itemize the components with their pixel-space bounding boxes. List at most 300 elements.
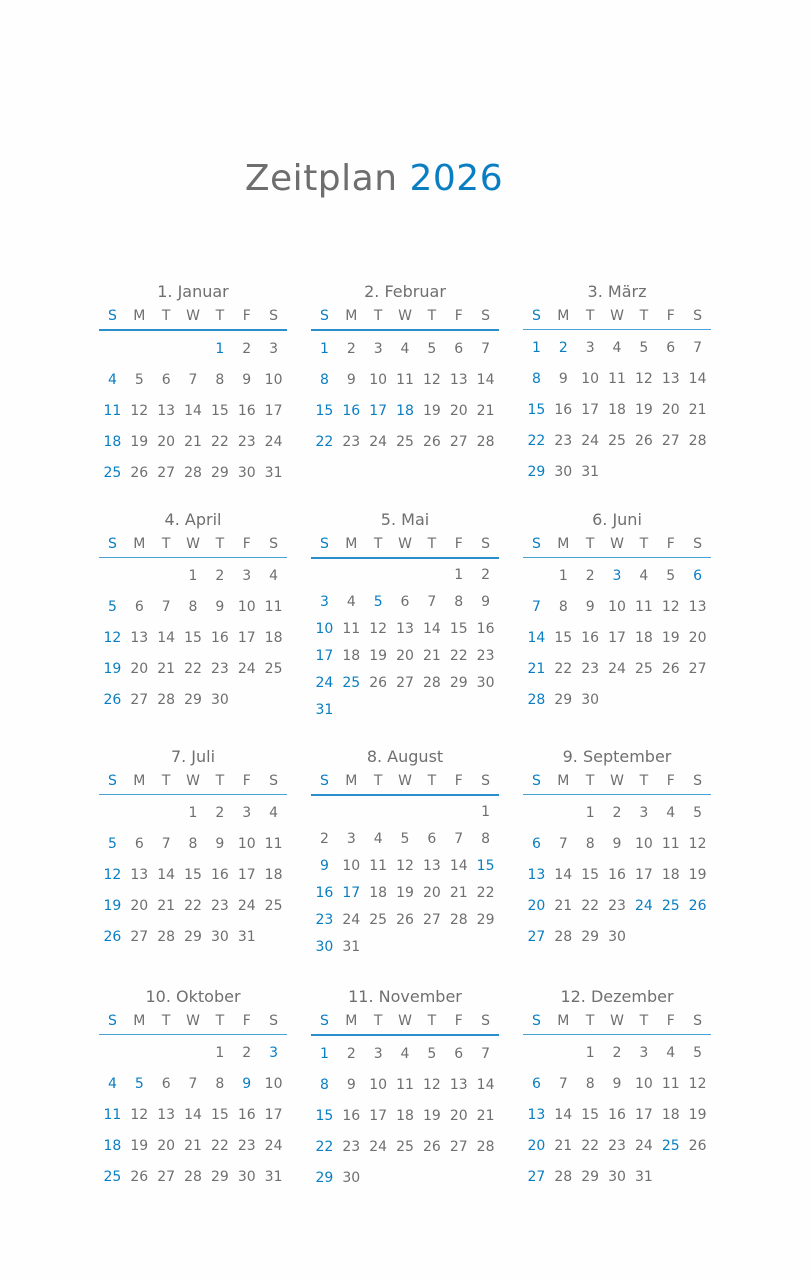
day-cell: 29 [449, 674, 468, 691]
day-grid [523, 560, 711, 715]
day-cell: 12 [130, 402, 149, 419]
day-cell: 18 [264, 866, 283, 883]
week-row [99, 684, 287, 715]
weekday-label: S [693, 536, 703, 552]
week-row [523, 622, 711, 653]
day-cell: 13 [157, 1106, 176, 1123]
day-cell: 7 [481, 1045, 491, 1062]
day-cell: 25 [264, 660, 283, 677]
week-row [523, 1068, 711, 1099]
month-name: 1. Januar [157, 282, 229, 301]
week-row [311, 561, 499, 588]
day-cell: 21 [688, 401, 707, 418]
week-row [99, 828, 287, 859]
weekday-label: T [215, 536, 225, 552]
weekday-label: W [610, 536, 624, 552]
weekday-label: W [610, 773, 624, 789]
day-grid [311, 1038, 499, 1193]
day-cell: 12 [688, 1075, 707, 1092]
weekday-label: T [427, 773, 437, 789]
day-cell: 5 [107, 598, 117, 615]
day-cell: 8 [558, 598, 568, 615]
day-cell: 15 [210, 402, 229, 419]
day-cell: 8 [481, 830, 491, 847]
day-cell: 2 [612, 1044, 622, 1061]
weekday-label: T [585, 773, 595, 789]
day-cell: 18 [103, 433, 122, 450]
week-row [99, 653, 287, 684]
month-name: 5. Mai [380, 510, 430, 529]
day-cell: 29 [581, 928, 600, 945]
day-cell: 4 [612, 339, 622, 356]
day-cell: 1 [558, 567, 568, 584]
weekday-label: T [215, 773, 225, 789]
day-cell: 24 [315, 674, 334, 691]
day-cell: 5 [107, 835, 117, 852]
day-cell: 19 [688, 866, 707, 883]
day-cell: 12 [422, 1076, 441, 1093]
day-cell: 19 [103, 897, 122, 914]
day-cell: 18 [396, 1107, 414, 1124]
weekday-label: W [398, 1013, 412, 1029]
weekday-label: T [585, 1013, 595, 1029]
day-cell: 3 [269, 340, 279, 357]
week-row [99, 591, 287, 622]
weekday-label: W [186, 308, 200, 324]
day-cell: 5 [427, 1045, 437, 1062]
month-11 [311, 986, 499, 1193]
day-cell: 21 [157, 897, 176, 914]
day-cell: 7 [531, 598, 541, 615]
day-cell: 24 [264, 1137, 283, 1154]
weekday-label: S [269, 536, 279, 552]
day-cell: 23 [342, 1138, 361, 1155]
day-cell: 23 [342, 433, 361, 450]
day-cell: 13 [449, 371, 468, 388]
month-1 [99, 281, 287, 488]
day-cell: 4 [346, 593, 356, 610]
weekday-label: M [557, 308, 570, 324]
day-cell: 9 [558, 370, 568, 387]
day-cell: 28 [184, 464, 202, 481]
weekday-label: S [269, 1013, 279, 1029]
day-cell: 11 [608, 370, 626, 387]
weekday-label: T [427, 308, 437, 324]
week-row [523, 560, 711, 591]
day-cell: 29 [581, 1168, 600, 1185]
day-cell: 8 [188, 835, 198, 852]
day-cell: 30 [581, 691, 600, 708]
week-row [523, 921, 711, 952]
week-row [99, 859, 287, 890]
day-cell: 22 [315, 433, 334, 450]
weekday-label: T [373, 308, 383, 324]
week-row [523, 890, 711, 921]
day-cell: 10 [315, 620, 334, 637]
day-cell: 1 [188, 567, 198, 584]
weekday-label: S [319, 536, 329, 552]
day-cell: 12 [661, 598, 680, 615]
day-cell: 3 [585, 339, 595, 356]
day-cell: 4 [400, 1045, 410, 1062]
day-cell: 1 [481, 803, 491, 820]
week-row [99, 364, 287, 395]
day-cell: 15 [581, 1106, 600, 1123]
day-cell: 13 [527, 1106, 546, 1123]
weekday-label: S [693, 773, 703, 789]
day-cell: 20 [157, 433, 176, 450]
day-cell: 27 [449, 1138, 468, 1155]
weekday-label: F [666, 1013, 675, 1029]
weekday-label: F [454, 1013, 463, 1029]
month-10 [99, 986, 287, 1192]
week-row [523, 1099, 711, 1130]
week-row [99, 1068, 287, 1099]
day-cell: 7 [481, 340, 491, 357]
weekday-label: M [345, 773, 358, 789]
day-cell: 19 [422, 1107, 441, 1124]
month-name: 9. September [562, 747, 672, 766]
day-cell: 15 [476, 857, 495, 874]
day-cell: 15 [449, 620, 468, 637]
day-cell: 25 [264, 897, 283, 914]
day-cell: 9 [215, 835, 225, 852]
day-cell: 23 [608, 1137, 626, 1154]
day-cell: 29 [210, 464, 229, 481]
weekday-label: S [481, 308, 491, 324]
month-name: 8. August [366, 747, 444, 766]
day-cell: 8 [319, 1076, 329, 1093]
day-cell: 17 [237, 629, 256, 646]
day-cell: 10 [342, 857, 361, 874]
day-cell: 14 [157, 866, 176, 883]
day-cell: 15 [184, 629, 202, 646]
day-cell: 26 [688, 897, 707, 914]
day-cell: 18 [342, 647, 361, 664]
day-cell: 9 [612, 835, 622, 852]
day-cell: 14 [554, 1106, 573, 1123]
week-row [523, 332, 711, 363]
day-cell: 28 [422, 674, 441, 691]
week-row [311, 1162, 499, 1193]
day-cell: 24 [342, 911, 361, 928]
weekday-header [523, 768, 711, 795]
day-cell: 17 [369, 402, 388, 419]
day-cell: 19 [130, 433, 149, 450]
week-row [99, 333, 287, 364]
day-grid [311, 561, 499, 723]
day-cell: 8 [215, 1075, 225, 1092]
week-row [523, 456, 711, 487]
weekday-header [311, 768, 499, 796]
day-cell: 17 [315, 647, 334, 664]
day-cell: 29 [554, 691, 573, 708]
day-cell: 20 [449, 402, 468, 419]
day-cell: 23 [237, 433, 256, 450]
month-5 [311, 509, 499, 723]
day-cell: 16 [237, 1106, 256, 1123]
day-cell: 30 [210, 928, 229, 945]
day-cell: 13 [688, 598, 707, 615]
day-cell: 23 [581, 660, 600, 677]
day-cell: 18 [634, 629, 653, 646]
day-cell: 10 [264, 371, 283, 388]
week-row [311, 852, 499, 879]
day-cell: 9 [215, 598, 225, 615]
day-cell: 11 [342, 620, 361, 637]
day-cell: 14 [527, 629, 546, 646]
day-cell: 24 [581, 432, 600, 449]
weekday-label: S [319, 1013, 329, 1029]
day-cell: 27 [130, 928, 149, 945]
day-cell: 23 [210, 897, 229, 914]
day-cell: 26 [661, 660, 680, 677]
day-cell: 16 [315, 884, 334, 901]
day-cell: 27 [157, 464, 176, 481]
month-6 [523, 509, 711, 715]
weekday-label: F [242, 773, 251, 789]
weekday-label: F [454, 308, 463, 324]
day-cell: 5 [666, 567, 676, 584]
day-grid [311, 798, 499, 960]
day-cell: 23 [608, 897, 626, 914]
day-cell: 8 [454, 593, 464, 610]
day-grid [311, 333, 499, 457]
day-cell: 26 [396, 911, 414, 928]
weekday-label: S [319, 308, 329, 324]
day-cell: 10 [581, 370, 600, 387]
week-row [523, 684, 711, 715]
day-cell: 12 [634, 370, 653, 387]
day-cell: 1 [215, 340, 225, 357]
day-cell: 24 [634, 1137, 653, 1154]
day-cell: 17 [342, 884, 361, 901]
day-cell: 20 [688, 629, 707, 646]
day-cell: 30 [210, 691, 229, 708]
day-cell: 12 [396, 857, 414, 874]
day-cell: 7 [188, 371, 198, 388]
weekday-label: T [161, 773, 171, 789]
day-cell: 31 [634, 1168, 653, 1185]
day-cell: 28 [688, 432, 707, 449]
day-cell: 15 [184, 866, 202, 883]
day-cell: 26 [369, 674, 388, 691]
day-cell: 19 [396, 884, 414, 901]
weekday-label: F [666, 536, 675, 552]
day-cell: 6 [666, 339, 676, 356]
day-cell: 26 [688, 1137, 707, 1154]
weekday-label: T [215, 1013, 225, 1029]
day-cell: 9 [585, 598, 595, 615]
day-cell: 22 [581, 897, 600, 914]
day-cell: 20 [661, 401, 680, 418]
month-3 [523, 281, 711, 487]
day-cell: 11 [264, 598, 283, 615]
month-8 [311, 746, 499, 960]
day-cell: 26 [422, 433, 441, 450]
day-cell: 16 [342, 402, 361, 419]
day-cell: 7 [558, 1075, 568, 1092]
day-cell: 27 [527, 1168, 546, 1185]
day-grid [523, 797, 711, 952]
day-cell: 4 [107, 1075, 117, 1092]
day-cell: 31 [264, 1168, 283, 1185]
day-cell: 26 [422, 1138, 441, 1155]
day-cell: 8 [531, 370, 541, 387]
week-row [311, 933, 499, 960]
day-cell: 6 [531, 835, 541, 852]
day-cell: 16 [581, 629, 600, 646]
day-cell: 20 [130, 897, 149, 914]
week-row [523, 828, 711, 859]
month-name: 4. April [164, 510, 222, 529]
day-cell: 23 [210, 660, 229, 677]
day-cell: 25 [608, 432, 626, 449]
day-cell: 16 [554, 401, 573, 418]
week-row [523, 859, 711, 890]
weekday-label: F [454, 536, 463, 552]
day-cell: 31 [315, 701, 334, 718]
day-cell: 4 [400, 340, 410, 357]
day-cell: 20 [527, 897, 546, 914]
day-cell: 14 [476, 371, 495, 388]
day-cell: 2 [481, 566, 491, 583]
weekday-label: W [186, 773, 200, 789]
day-cell: 1 [188, 804, 198, 821]
day-cell: 18 [661, 866, 680, 883]
day-cell: 21 [554, 1137, 573, 1154]
day-cell: 7 [427, 593, 437, 610]
day-cell: 26 [130, 464, 149, 481]
day-cell: 28 [476, 1138, 495, 1155]
weekday-header [99, 1008, 287, 1035]
day-cell: 19 [130, 1137, 149, 1154]
day-cell: 23 [315, 911, 334, 928]
day-cell: 6 [161, 371, 171, 388]
month-2 [311, 281, 499, 457]
day-cell: 2 [319, 830, 329, 847]
weekday-label: W [398, 773, 412, 789]
weekday-label: S [531, 1013, 541, 1029]
day-cell: 9 [319, 857, 329, 874]
day-cell: 10 [608, 598, 626, 615]
day-cell: 14 [184, 402, 202, 419]
weekday-label: T [373, 536, 383, 552]
day-cell: 19 [103, 660, 122, 677]
day-cell: 10 [369, 371, 388, 388]
weekday-label: T [585, 536, 595, 552]
day-cell: 16 [210, 629, 229, 646]
weekday-header [523, 531, 711, 558]
weekday-label: T [373, 1013, 383, 1029]
month-name: 11. November [348, 987, 462, 1006]
weekday-label: S [481, 773, 491, 789]
day-cell: 11 [103, 1106, 122, 1123]
day-cell: 17 [581, 401, 600, 418]
day-cell: 11 [661, 1075, 680, 1092]
day-cell: 21 [476, 402, 495, 419]
month-name: 2. Februar [364, 282, 446, 301]
week-row [99, 890, 287, 921]
day-cell: 17 [634, 866, 653, 883]
day-cell: 29 [210, 1168, 229, 1185]
day-cell: 28 [527, 691, 546, 708]
day-cell: 25 [396, 433, 414, 450]
day-cell: 22 [476, 884, 495, 901]
day-cell: 11 [396, 1076, 414, 1093]
day-cell: 28 [184, 1168, 202, 1185]
day-cell: 13 [527, 866, 546, 883]
day-cell: 27 [157, 1168, 176, 1185]
week-row [311, 1100, 499, 1131]
week-row [523, 363, 711, 394]
day-cell: 14 [449, 857, 468, 874]
day-cell: 6 [134, 598, 144, 615]
weekday-label: W [610, 308, 624, 324]
week-row [99, 560, 287, 591]
day-cell: 19 [634, 401, 653, 418]
day-cell: 21 [157, 660, 176, 677]
weekday-label: M [557, 536, 570, 552]
day-cell: 1 [531, 339, 541, 356]
week-row [523, 1037, 711, 1068]
day-cell: 7 [161, 598, 171, 615]
day-cell: 5 [134, 1075, 144, 1092]
weekday-label: S [107, 1013, 117, 1029]
weekday-header [99, 303, 287, 331]
day-cell: 18 [103, 1137, 122, 1154]
day-cell: 4 [269, 567, 279, 584]
day-cell: 21 [476, 1107, 495, 1124]
weekday-label: F [666, 308, 675, 324]
day-cell: 13 [449, 1076, 468, 1093]
day-grid [523, 1037, 711, 1192]
day-cell: 16 [476, 620, 495, 637]
week-row [99, 797, 287, 828]
month-name: 12. Dezember [560, 987, 674, 1006]
day-cell: 22 [184, 660, 202, 677]
day-cell: 20 [422, 884, 441, 901]
day-cell: 4 [107, 371, 117, 388]
day-cell: 13 [396, 620, 414, 637]
weekday-label: S [693, 308, 703, 324]
day-grid [99, 1037, 287, 1192]
day-cell: 29 [527, 463, 546, 480]
day-cell: 19 [369, 647, 388, 664]
day-cell: 9 [481, 593, 491, 610]
day-cell: 31 [237, 928, 256, 945]
day-cell: 2 [215, 567, 225, 584]
day-cell: 20 [130, 660, 149, 677]
day-cell: 14 [157, 629, 176, 646]
day-cell: 10 [369, 1076, 388, 1093]
week-row [311, 588, 499, 615]
weekday-label: M [345, 1013, 358, 1029]
day-cell: 16 [342, 1107, 361, 1124]
day-cell: 2 [242, 340, 252, 357]
day-cell: 16 [210, 866, 229, 883]
day-cell: 11 [369, 857, 388, 874]
weekday-label: W [186, 536, 200, 552]
week-row [311, 825, 499, 852]
day-cell: 17 [237, 866, 256, 883]
day-cell: 28 [476, 433, 495, 450]
day-cell: 30 [476, 674, 495, 691]
day-cell: 8 [215, 371, 225, 388]
day-cell: 17 [264, 1106, 283, 1123]
week-row [99, 457, 287, 488]
weekday-header [523, 1008, 711, 1035]
